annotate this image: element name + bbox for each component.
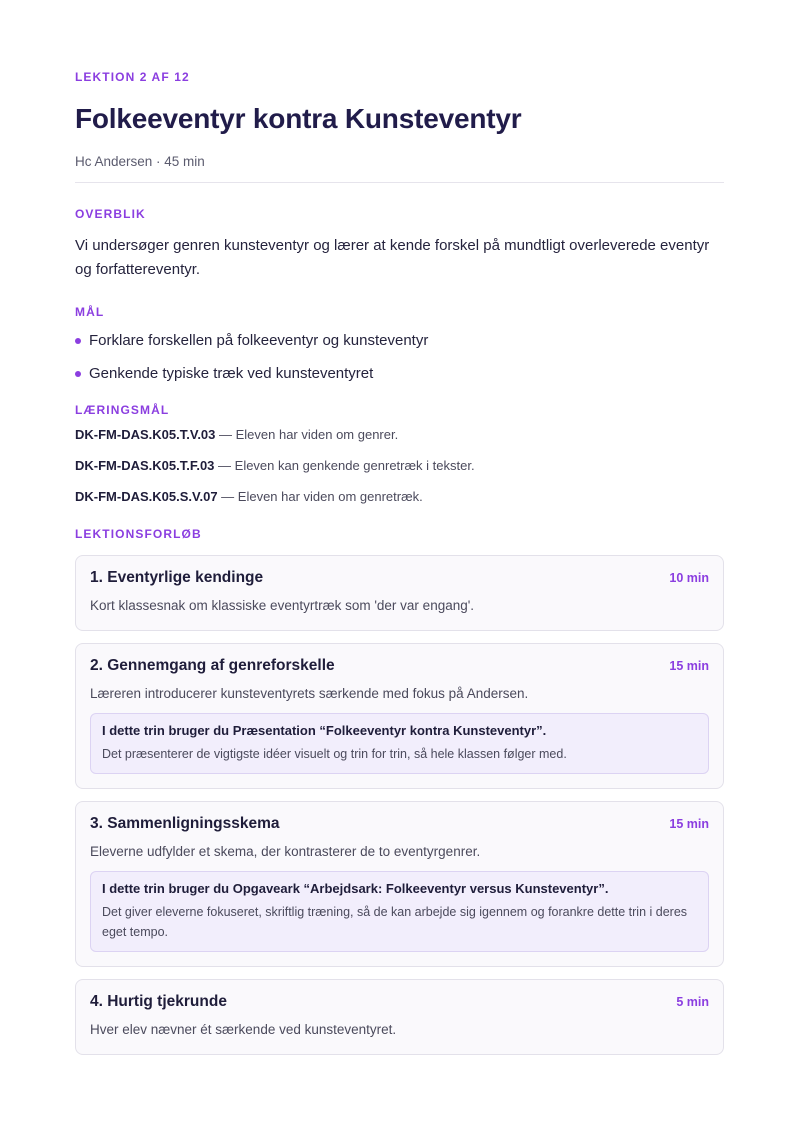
objectives-heading: LÆRINGSMÅL	[75, 403, 170, 417]
step-card	[75, 801, 724, 967]
steps-list	[75, 555, 724, 1055]
objective-code: DK-FM-DAS.K05.T.V.03	[75, 427, 216, 442]
step-duration: 10 min	[669, 571, 709, 585]
step-duration: 15 min	[669, 817, 709, 831]
resource-callout	[90, 713, 709, 774]
lesson-counter: LEKTION 2 AF 12	[75, 70, 190, 84]
objective-item	[75, 488, 724, 506]
flow-heading: LEKTIONSFORLØB	[75, 527, 202, 541]
goal-text: Forklare forskellen på folkeeventyr og kunsteventyr	[89, 332, 429, 349]
overview-heading: OVERBLIK	[75, 207, 146, 221]
bullet-icon	[75, 371, 81, 377]
goals-heading: MÅL	[75, 305, 105, 319]
step-header	[90, 993, 709, 1011]
step-duration: 5 min	[676, 995, 709, 1009]
step-card	[75, 979, 724, 1055]
step-header	[90, 657, 709, 675]
objective-text: — Eleven har viden om genrer.	[215, 427, 399, 442]
resource-title: I dette trin bruger du Præsentation “Folkeeventyr kontra Kunsteventyr”.	[102, 723, 547, 738]
objectives-list	[75, 426, 724, 506]
step-header	[90, 569, 709, 587]
page-title: Folkeeventyr kontra Kunsteventyr	[75, 103, 522, 134]
resource-title: I dette trin bruger du Opgaveark “Arbejdsark: Folkeeventyr versus Kunsteventyr”.	[102, 881, 609, 896]
goal-item	[75, 363, 724, 385]
overview-text: Vi undersøger genren kunsteventyr og lærer at kende forskel på mundtligt overleverede eventyr og forfattereventyr.	[75, 237, 710, 278]
bullet-icon	[75, 338, 81, 344]
objective-item	[75, 457, 724, 475]
step-card	[75, 555, 724, 631]
goal-item	[75, 330, 724, 352]
step-description: Hver elev nævner ét særkende ved kunsteventyret.	[90, 1022, 397, 1037]
step-title: 2. Gennemgang af genreforskelle	[90, 657, 335, 674]
step-title: 1. Eventyrlige kendinge	[90, 569, 264, 586]
step-card	[75, 643, 724, 789]
step-duration: 15 min	[669, 659, 709, 673]
step-title: 3. Sammenligningsskema	[90, 815, 280, 832]
resource-text: Det præsenterer de vigtigste idéer visuelt og trin for trin, så hele klassen følger med.	[102, 747, 567, 761]
header-divider	[75, 182, 724, 183]
step-description: Eleverne udfylder et skema, der kontrasterer de to eventyrgenrer.	[90, 844, 481, 859]
step-description: Kort klassesnak om klassiske eventyrtræk som 'der var engang'.	[90, 598, 475, 613]
objective-item	[75, 426, 724, 444]
goal-text: Genkende typiske træk ved kunsteventyret	[89, 365, 374, 382]
objective-text: — Eleven kan genkende genretræk i tekster.	[214, 458, 475, 473]
resource-text: Det giver eleverne fokuseret, skriftlig træning, så de kan arbejde sig igennem og forankre dette trin i deres eget tempo.	[102, 905, 688, 939]
objective-text: — Eleven har viden om genretræk.	[217, 489, 423, 504]
step-description: Læreren introducerer kunsteventyrets særkende med fokus på Andersen.	[90, 686, 529, 701]
objective-code: DK-FM-DAS.K05.T.F.03	[75, 458, 215, 473]
lesson-meta: Hc Andersen · 45 min	[75, 154, 205, 169]
step-header	[90, 815, 709, 833]
objective-code: DK-FM-DAS.K05.S.V.07	[75, 489, 218, 504]
step-title: 4. Hurtig tjekrunde	[90, 993, 227, 1010]
goals-list	[75, 330, 724, 385]
resource-callout	[90, 871, 709, 952]
